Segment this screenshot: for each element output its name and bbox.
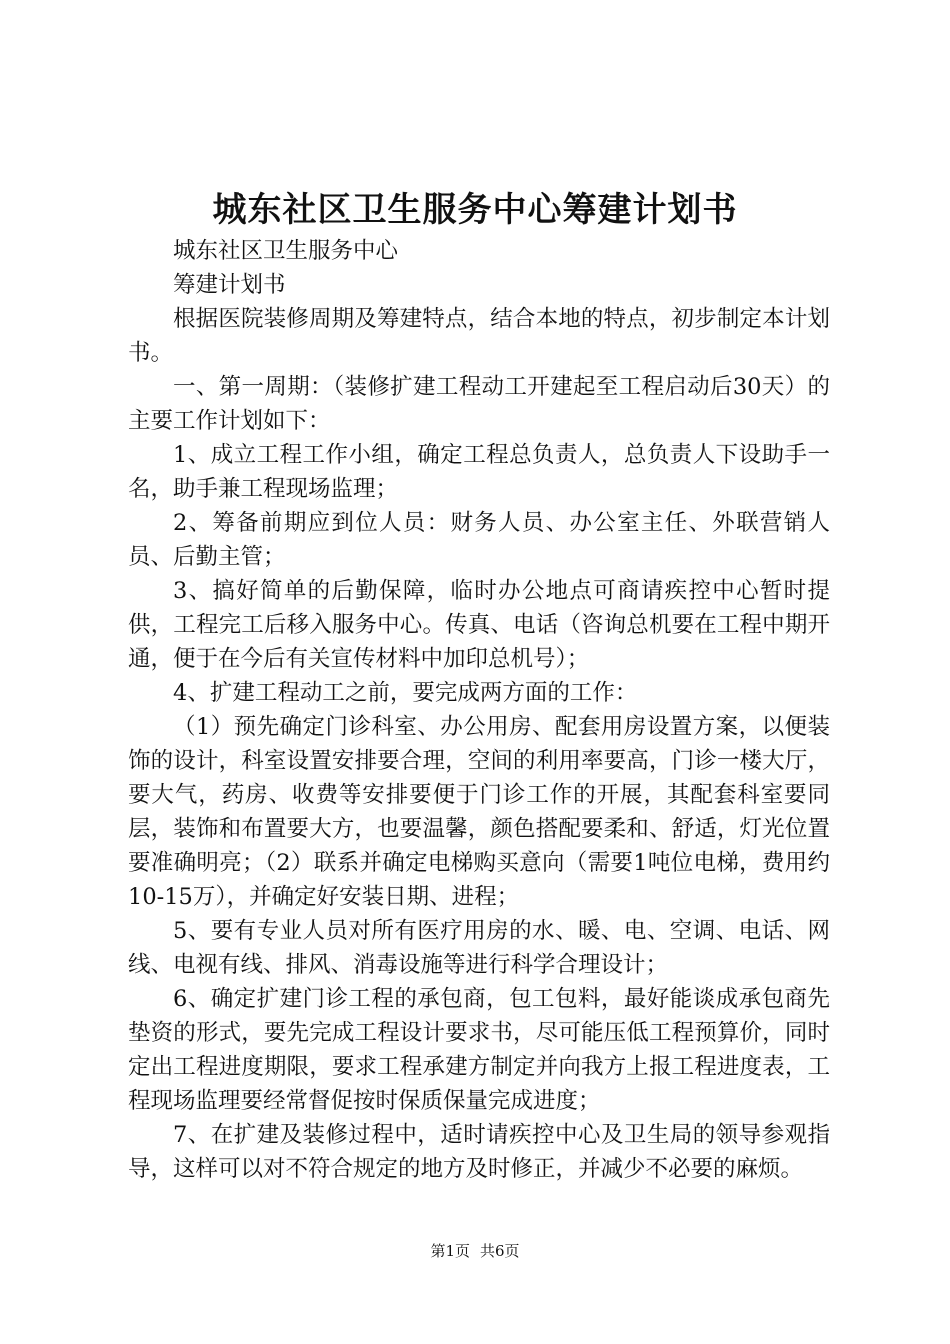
paragraph-item-5: 5、要有专业人员对所有医疗用房的水、暖、电、空调、电话、网线、电视有线、排风、消毒设施等进行科学合理设计； (128, 918, 830, 978)
page-footer (0, 1240, 950, 1262)
paragraph-item-4-details: （1）预先确定门诊科室、办公用房、配套用房设置方案，以便装饰的设计，科室设置安排要合理，空间的利用率要高，门诊一楼大厅，要大气，药房、收费等安排要便于门诊工作的开展，其配套科室要同层，装饰和布置要大方，也要温馨，颜色搭配要柔和、舒适，灯光位置要准确明亮；（2）联系并确定电梯购买意向（需要1吨位电梯，费用约10-15万），并确定好安装日期、进程； (128, 714, 830, 910)
paragraph-subtitle-line-2: 筹建计划书 (173, 272, 286, 298)
paragraph-item-1: 1、成立工程工作小组，确定工程总负责人，总负责人下设助手一名，助手兼工程现场监理； (128, 442, 830, 502)
page-number-current: 第1页 (430, 1242, 470, 1260)
paragraph-item-2: 2、筹备前期应到位人员：财务人员、办公室主任、外联营销人员、后勤主管； (128, 510, 830, 570)
paragraph-item-6: 6、确定扩建门诊工程的承包商，包工包料，最好能谈成承包商先垫资的形式，要先完成工程设计要求书，尽可能压低工程预算价，同时定出工程进度期限，要求工程承建方制定并向我方上报工程进度表，工程现场监理要经常督促按时保质保量完成进度； (128, 986, 830, 1114)
paragraph-item-3: 3、搞好简单的后勤保障，临时办公地点可商请疾控中心暂时提供，工程完工后移入服务中心。传真、电话（咨询总机要在工程中期开通，便于在今后有关宣传材料中加印总机号）； (128, 578, 830, 672)
document-body (128, 234, 830, 1186)
paragraph-subtitle-line-1: 城东社区卫生服务中心 (173, 238, 399, 264)
paragraph-item-4: 4、扩建工程动工之前，要完成两方面的工作： (173, 680, 638, 706)
paragraph-phase-one: 一、第一周期：（装修扩建工程动工开建起至工程启动后30天）的主要工作计划如下： (128, 374, 830, 434)
paragraph-intro: 根据医院装修周期及筹建特点，结合本地的特点，初步制定本计划书。 (128, 306, 830, 366)
document-title: 城东社区卫生服务中心筹建计划书 (212, 190, 738, 230)
paragraph-item-7: 7、在扩建及装修过程中，适时请疾控中心及卫生局的领导参观指导，这样可以对不符合规定的地方及时修正，并减少不必要的麻烦。 (128, 1122, 830, 1182)
page-number-total: 共6页 (480, 1242, 520, 1260)
